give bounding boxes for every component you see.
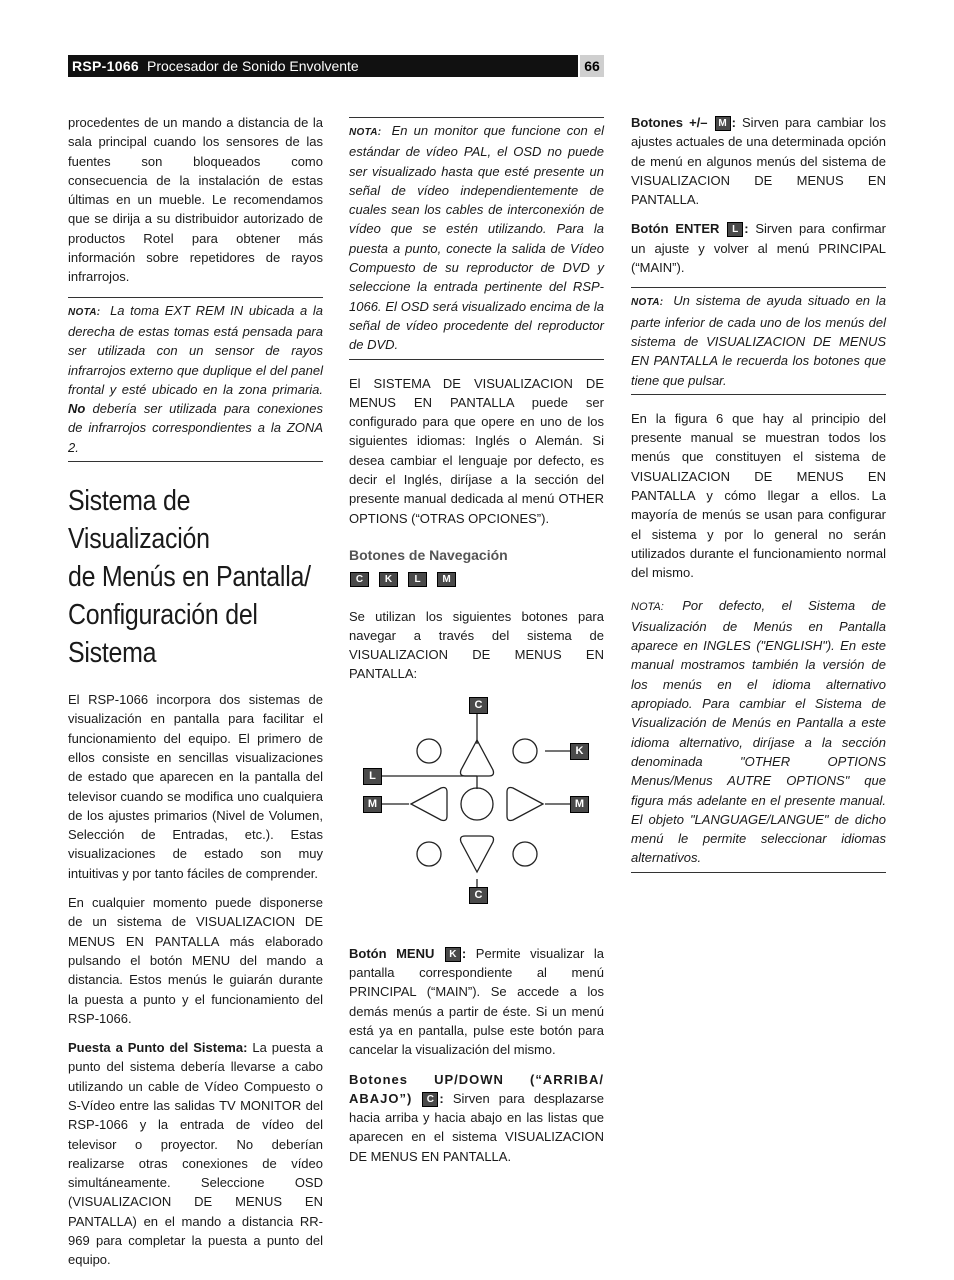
key-legend [349,569,604,588]
up-arrow-button [461,740,494,776]
paragraph-heading: Botón ENTER [631,221,720,237]
note-text: Un sistema de ayuda situado en la parte inferior de cada uno de los menús del sistema de VISUALIZACION DE MENUS EN PANTALLA le recuerda los botones que tiene que pulsar. [631,293,886,388]
note-label: NOTA: [631,297,664,309]
paragraph: Se utilizan los siguientes botones para navegar a través del sistema de VISUALIZACION DE MENUS EN PANTALLA: [349,608,604,682]
button-circle [513,842,537,866]
key-badge: L [727,222,743,237]
section-title-line: Sistema de Visualización [68,485,210,556]
header-bar [68,55,578,77]
paragraph-text: Permite visualizar la pantalla correspondiente al menú PRINCIPAL (“MAIN”). Se accede a los demás menús a partir de éste. Si un menú está ya en pantalla, pulse este botón para cancelar la visualización del mismo. [349,945,604,1058]
subheading: Botones de Navegación [349,546,508,563]
key-badge: M [437,572,456,587]
down-arrow-button [461,836,494,872]
column-3 [631,113,886,887]
paragraph [68,1038,323,1270]
paragraph-heading: Botón MENU [349,945,435,961]
note-text: La toma EXT REM IN ubicada a la derecha de estas tomas está pensada para ser utilizada con un sensor de rayos infrarrojos externo que duplique el del panel frontal y esté ubicado en la zona primaria. [68,302,323,397]
paragraph-text: Sirven para desplazarse hacia arriba y hacia abajo en las listas que aparecen en el sistema VISUALIZACION DE MENUS EN PANTALLA. [349,1090,604,1164]
key-badge: C [422,1092,438,1107]
paragraph: El RSP-1066 incorpora dos sistemas de visualización en pantalla para facilitar el funcionamiento del equipo. El primero de ellos consiste en sencillas visualizaciones de estado que aparecen en la pantalla del televisor cuando se modifica uno cualquiera de los ajustes primarios (Nivel de Volumen, Selección de Entradas, etc.). Estas visualizaciones de estado son muy intuitivas y por tanto fáciles de comprender. [68,692,323,881]
page-header [68,55,604,77]
paragraph-text: La puesta a punto del sistema debería llevarse a cabo utilizando un cable de Vídeo Compuesto o S-Vídeo entre las salidas TV MONITOR del RSP-1066 y la entrada de vídeo del televisor o proyector. No deberían realizarse otras conexiones de vídeo simultáneamente. Seleccione OSD (VISUALIZACION DE MENUS EN PANTALLA) en el mando a distancia RR-969 para completar la puesta a punto del equipo. [68,1040,323,1268]
navigation-buttons-diagram [349,694,604,924]
note-text: debería ser utilizada para conexiones de infrarrojos correspondientes a la ZONA 2. [68,401,323,455]
right-arrow-button [507,787,543,820]
paragraph-heading: Botones +/– [631,115,708,130]
section-title-line: de Menús en Pantalla/ [68,561,311,594]
paragraph-text: Sirven para cambiar los ajustes actuales de una determinada opción de menú en algunos menús del sistema de VISUALIZACION DE MENUS EN PANTALLA. [631,115,886,208]
note-text: En un monitor que funcione con el estándar de vídeo PAL, el OSD no puede ser visualizado hasta que esté presente un señal de vídeo independientemente de cuales sean los cables de interconexión de vídeo que se estén utilizando. Para la puesta a punto, conecte la salida de Vídeo Compuesto de su reproductor de DVD y seleccione la entrada pertinente del RSP-1066. El OSD será visualizado encima de la señal de vídeo procedente del reproductor de DVD. [349,123,604,353]
key-badge-menu: K [570,743,589,760]
header-subtitle: Procesador de Sonido Envolvente [147,58,359,74]
enter-button-circle [461,788,493,820]
paragraph: En cualquier momento puede disponerse de un sistema de VISUALIZACION DE MENUS EN PANTALLA más elaborado pulsando el botón MENU del mando a distancia. Estos menús le guiarán durante la puesta a punto y el funcionamiento del RSP-1066. [68,895,323,1026]
note-box [349,117,604,360]
key-badge-enter: L [363,768,382,785]
paragraph: Botones UP/DOWN (“ARRIBA/ ABAJO”) C : Sirven para desplazarse hacia arriba y hacia abajo en las listas que aparecen en el sistema VISUALIZACION DE MENUS EN PANTALLA. [349,1071,604,1164]
section-title [68,482,326,672]
section-title-line: Configuración del Sistema [68,599,258,670]
paragraph-text: Sirven para confirmar un ajuste y volver al menú PRINCIPAL (“MAIN”). [631,221,886,276]
key-badge: L [408,572,427,587]
key-badge: C [350,572,369,587]
button-circle [417,739,441,763]
model-name: RSP-1066 [72,58,139,74]
paragraph: procedentes de un mando a distancia de la sala principal cuando los sensores de las fuentes son bloqueados como consecuencia de la instalación de estas últimas en un mueble. Le recomendamos que se dirija a su distribuidor autorizado de productos Rotel para obtener más información sobre repetidores de rayos infrarrojos. [68,115,323,285]
paragraph-heading: Botones UP/DOWN (“ARRIBA/ ABAJO”) [349,1071,604,1106]
note-box [631,593,886,873]
column-2 [349,113,604,1176]
note-text: Por defecto, el Sistema de Visualización de Menús en Pantalla aparece en INGLES ("ENGLISH"). En este manual mostramos también la versión de los menús en el idioma alternativo apropiado. Para cambiar el Sistema de Visualización de Menús en Pantalla a este idioma alternativo, diríjase a la sección denominada "OTHER OPTIONS Menus/Menus AUTRE OPTIONS" que figura más adelante en el presente manual. El objeto "LANGUAGE/LANGUE" de dicho menú le permite seleccionar idiomas alternativos. [631,597,886,866]
paragraph: En la figura 6 que hay al principio del presente manual se muestran todos los menús que constituyen el sistema de VISUALIZACION DE MENUS EN PANTALLA y cómo llegar a ellos. La mayoría de menús se usan para configurar el sistema y por lo general no serán utilizados durante el funcionamiento normal del mismo. [631,410,886,581]
note-box [68,297,323,462]
key-badge: M [715,116,731,131]
paragraph: Botón ENTER L : Sirven para confirmar un ajuste y volver al menú PRINCIPAL (“MAIN”). [631,221,886,276]
paragraph: El SISTEMA DE VISUALIZACION DE MENUS EN PANTALLA puede ser configurado para que opere en uno de los siguientes idiomas: Inglés o Alemán. Si desea cambiar el lenguaje por defecto, es decir el Inglés, diríjase a la sección del presente manual dedicada al menú OTHER OPTIONS (“OTRAS OPCIONES”). [349,375,604,526]
key-badge-down: C [469,887,488,904]
note-emphasis: No [68,401,86,417]
paragraph-heading: Puesta a Punto del Sistema: [68,1040,248,1056]
paragraph: Botón MENU K : Permite visualizar la pantalla correspondiente al menú PRINCIPAL (“MAIN”). Se accede a los demás menús a partir de éste. Si un menú está ya en pantalla, pulse este botón para cancelar la visualización del mismo. [349,945,604,1058]
note-box [631,287,886,394]
key-badge-plus: M [570,796,589,813]
button-circle [417,842,441,866]
note-label: NOTA: [349,127,382,138]
note-label: NOTA: [631,600,664,613]
key-badge: K [379,572,398,587]
key-badge-up: C [469,697,488,714]
paragraph: Botones +/– M : Sirven para cambiar los ajustes actuales de una determinada opción de menú en algunos menús del sistema de VISUALIZACION DE MENUS EN PANTALLA. [631,115,886,208]
column-1 [68,113,323,1280]
left-arrow-button [411,787,447,820]
button-circle [513,739,537,763]
note-label: NOTA: [68,306,101,318]
key-badge-minus: M [363,796,382,813]
page-number: 66 [580,55,604,77]
key-badge: K [445,947,461,962]
